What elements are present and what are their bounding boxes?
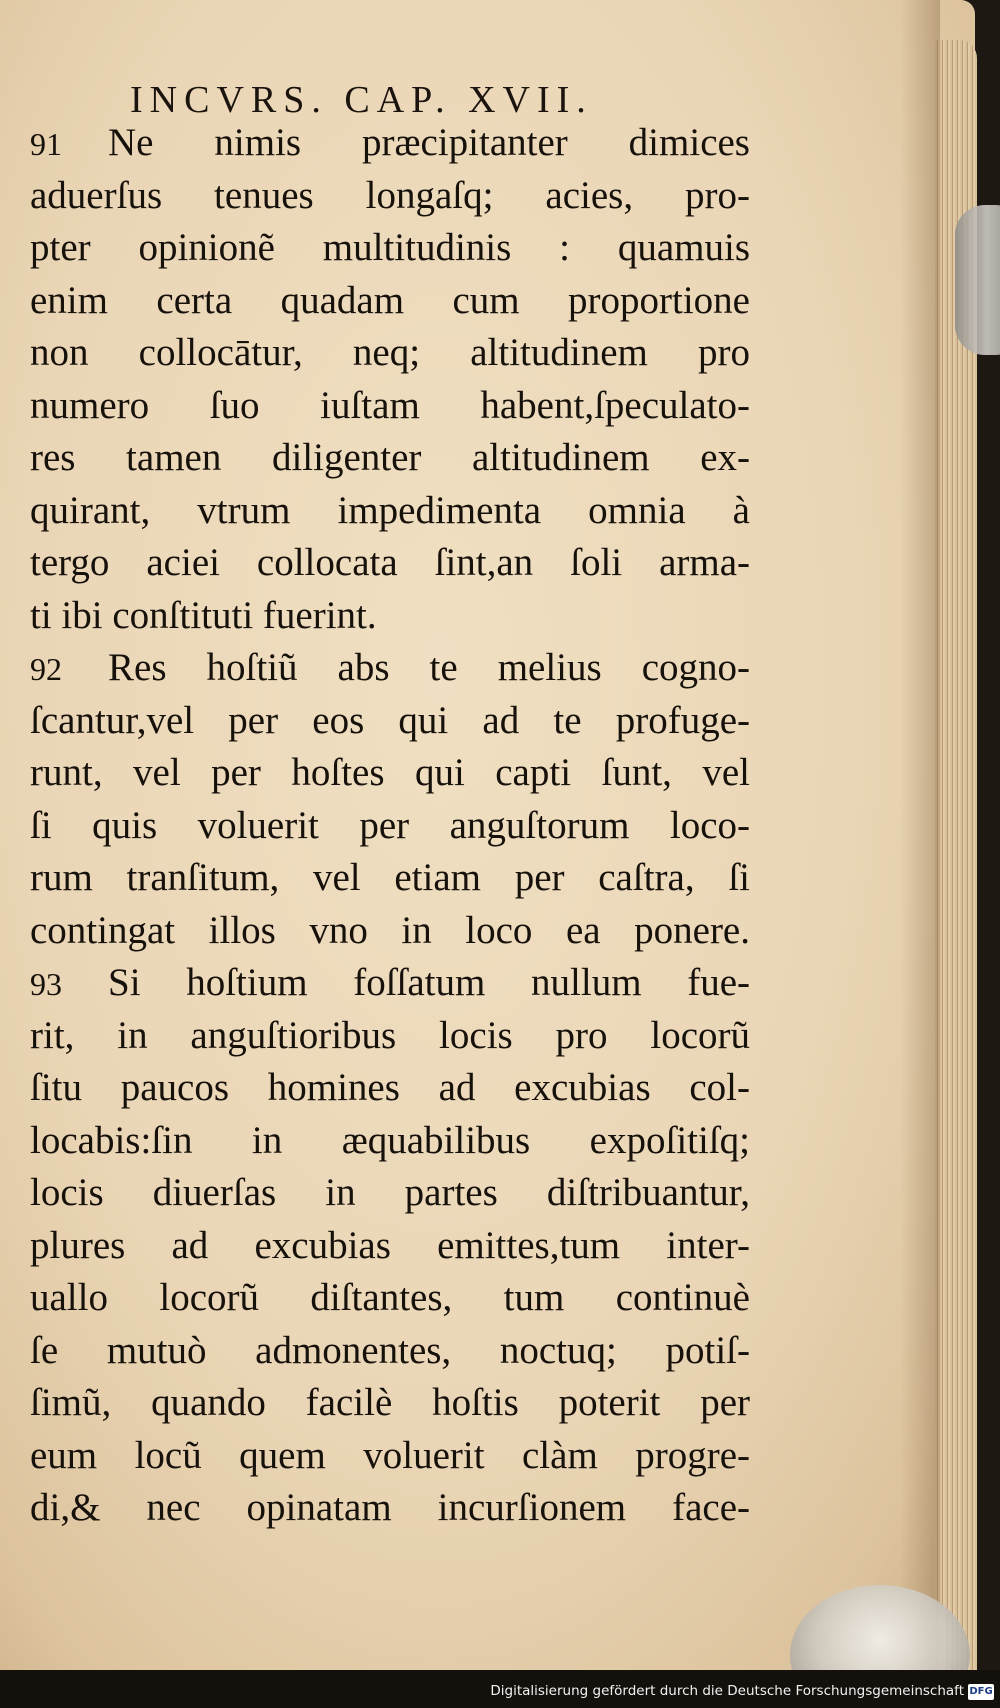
paragraph-number: 91: [30, 126, 62, 162]
text-line: ſe mutuò admonentes, noctuq; potiſ-: [30, 1328, 750, 1372]
text-line: ti ibi conſtituti fuerint.: [30, 593, 377, 637]
text-line: rum tranſitum, vel etiam per caſtra, ſi: [30, 856, 750, 899]
text-line: ſitu paucos homines ad excubias col-: [30, 1066, 750, 1109]
text-line: res tamen diligenter altitudinem ex-: [30, 436, 750, 479]
line-text: Si hoſtium foſſatum nullum fue-: [108, 961, 750, 1004]
text-line: locis diuerſas in partes diſtribuantur,: [30, 1171, 750, 1214]
line-text: Res hoſtiũ abs te melius cogno-: [108, 646, 750, 689]
line-text: Ne nimis præcipitanter dimices: [108, 121, 750, 164]
text-line: plures ad excubias emittes,tum inter-: [30, 1223, 750, 1267]
text-line: tergo aciei collocata ſint,an ſoli arma-: [30, 541, 750, 584]
paragraph-number: 92: [30, 651, 62, 687]
text-line: ſcantur,vel per eos qui ad te profuge-: [30, 698, 750, 742]
text-block: [30, 117, 750, 1535]
text-line: di,& nec opinatam incurſionem face-: [30, 1486, 750, 1529]
funding-credit: Digitalisierung gefördert durch die Deutsche Forschungsgemeinschaft: [490, 1683, 964, 1699]
text-line: numero ſuo iuſtam habent,ſpeculato-: [30, 383, 750, 427]
text-line: eum locũ quem voluerit clàm progre-: [30, 1433, 750, 1477]
text-line: locabis:ſin in æquabilibus expoſitiſq;: [30, 1118, 750, 1162]
running-head: INCVRS. CAP. XVII.: [130, 79, 593, 121]
footer-bar: [0, 1670, 1000, 1708]
text-line: ſimũ, quando facilè hoſtis poterit per: [30, 1381, 750, 1424]
page-shadow: [900, 0, 940, 1670]
text-line: [30, 117, 750, 170]
paragraph-number: 93: [30, 966, 62, 1002]
text-line: [30, 642, 750, 695]
dfg-logo-icon: DFG: [968, 1684, 994, 1700]
text-line: aduerſus tenues longaſq; acies, pro-: [30, 173, 750, 217]
text-line: rit, in anguſtioribus locis pro locorũ: [30, 1013, 750, 1057]
text-line: pter opinionẽ multitudinis : quamuis: [30, 226, 750, 269]
text-line: uallo locorũ diſtantes, tum continuè: [30, 1276, 750, 1319]
text-line: ſi quis voluerit per anguſtorum loco-: [30, 803, 750, 847]
text-line: [30, 957, 750, 1010]
text-line: quirant, vtrum impedimenta omnia à: [30, 488, 750, 532]
book-weight-top: [955, 205, 1000, 355]
text-line: contingat illos vno in loco ea ponere.: [30, 908, 750, 952]
text-line: runt, vel per hoſtes qui capti ſunt, vel: [30, 751, 750, 794]
text-line: enim certa quadam cum proportione: [30, 278, 750, 322]
text-line: non collocātur, neq; altitudinem pro: [30, 331, 750, 374]
